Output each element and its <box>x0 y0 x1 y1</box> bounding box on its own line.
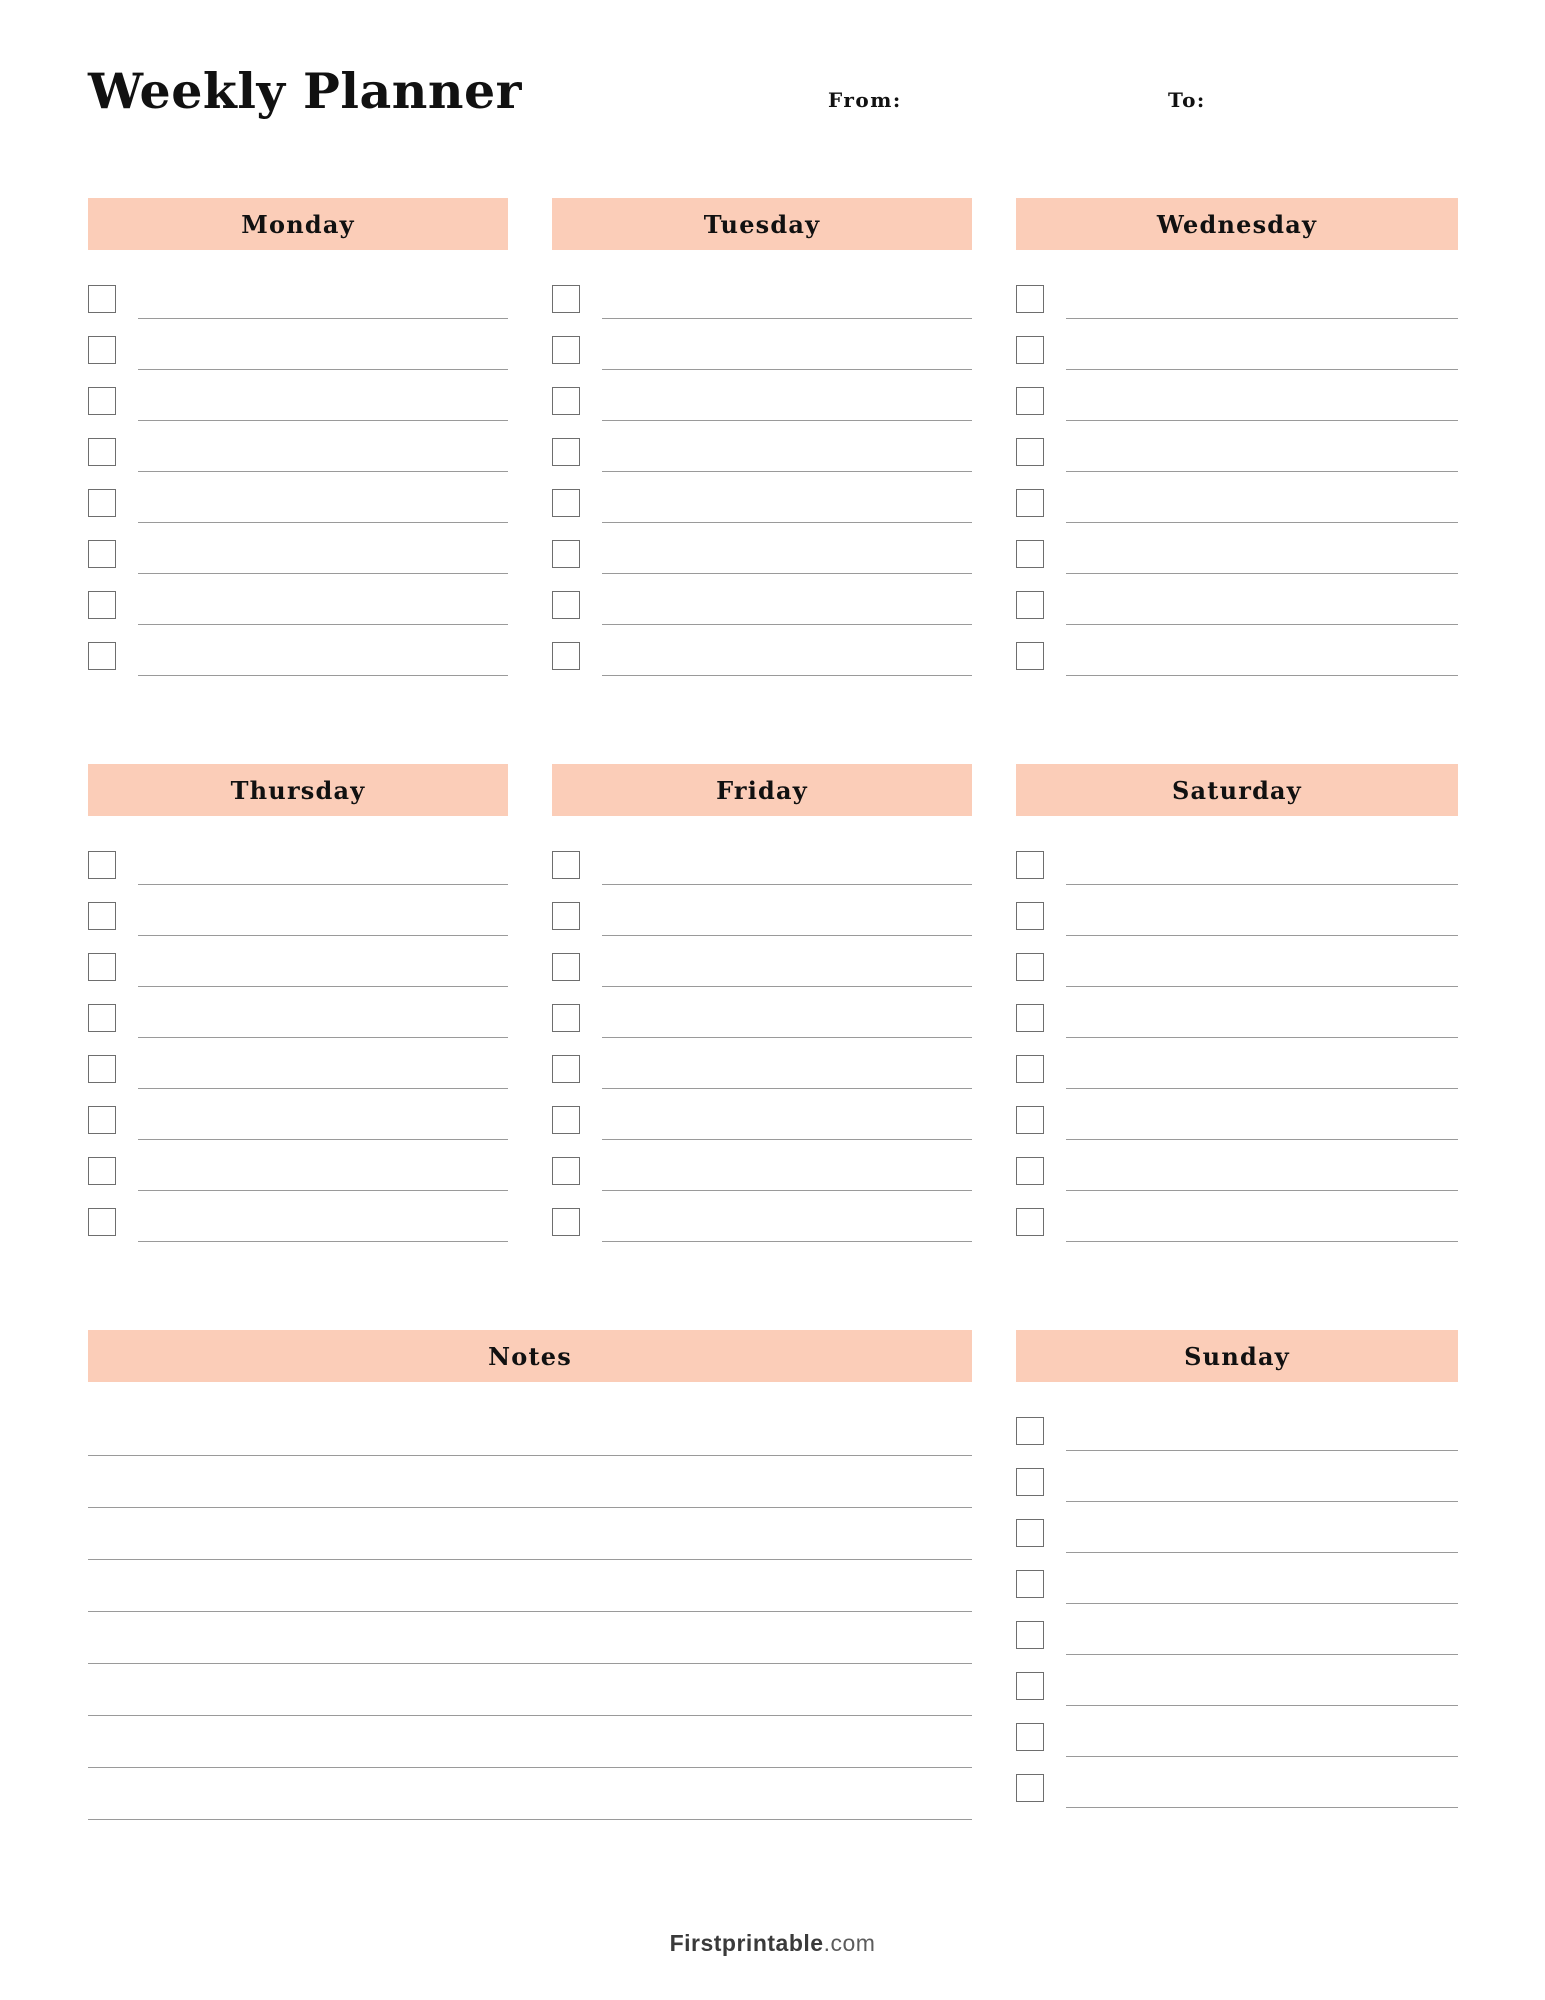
write-line[interactable] <box>1066 1007 1458 1038</box>
checklist-friday <box>552 834 972 1242</box>
checkbox[interactable] <box>88 1106 116 1134</box>
write-line[interactable] <box>1066 1058 1458 1089</box>
checkbox[interactable] <box>552 489 580 517</box>
list-item[interactable] <box>552 1140 972 1191</box>
day-title: Tuesday <box>703 209 821 239</box>
checkbox[interactable] <box>552 438 580 466</box>
footer-branding <box>0 1930 1545 1957</box>
checkbox[interactable] <box>1016 1055 1044 1083</box>
list-item[interactable] <box>88 1089 508 1140</box>
checkbox[interactable] <box>1016 902 1044 930</box>
checklist-sunday <box>1016 1400 1458 1808</box>
write-line[interactable] <box>602 1160 972 1191</box>
write-line[interactable] <box>602 594 972 625</box>
write-line[interactable] <box>138 492 508 523</box>
checkbox[interactable] <box>1016 1417 1044 1445</box>
write-line[interactable] <box>138 956 508 987</box>
write-line[interactable] <box>88 1768 972 1820</box>
write-line[interactable] <box>1066 1573 1458 1604</box>
list-item[interactable] <box>552 523 972 574</box>
checkbox[interactable] <box>88 851 116 879</box>
list-item[interactable] <box>552 1191 972 1242</box>
write-line[interactable] <box>602 543 972 574</box>
day-block-saturday <box>1016 764 1458 1242</box>
checkbox[interactable] <box>552 285 580 313</box>
checkbox[interactable] <box>1016 642 1044 670</box>
write-line[interactable] <box>1066 288 1458 319</box>
write-line[interactable] <box>1066 1109 1458 1140</box>
list-item[interactable] <box>552 370 972 421</box>
list-item[interactable] <box>1016 1400 1458 1451</box>
list-item[interactable] <box>552 885 972 936</box>
day-block-wednesday <box>1016 198 1458 676</box>
write-line[interactable] <box>602 1211 972 1242</box>
checkbox[interactable] <box>552 336 580 364</box>
checkbox[interactable] <box>88 1055 116 1083</box>
write-line[interactable] <box>602 441 972 472</box>
list-item[interactable] <box>1016 834 1458 885</box>
day-header-sunday <box>1016 1330 1458 1382</box>
list-item[interactable] <box>1016 1451 1458 1502</box>
notes-block <box>88 1330 972 1820</box>
list-item[interactable] <box>88 319 508 370</box>
checkbox[interactable] <box>1016 1106 1044 1134</box>
checkbox[interactable] <box>88 953 116 981</box>
list-item[interactable] <box>1016 1038 1458 1089</box>
write-line[interactable] <box>88 1612 972 1664</box>
day-block-sunday <box>1016 1330 1458 1808</box>
notes-header <box>88 1330 972 1382</box>
checkbox[interactable] <box>1016 1157 1044 1185</box>
checkbox[interactable] <box>552 387 580 415</box>
checkbox[interactable] <box>552 642 580 670</box>
list-item[interactable] <box>552 987 972 1038</box>
list-item[interactable] <box>552 574 972 625</box>
checkbox[interactable] <box>1016 1468 1044 1496</box>
write-line[interactable] <box>88 1664 972 1716</box>
checkbox[interactable] <box>88 438 116 466</box>
checkbox[interactable] <box>88 540 116 568</box>
brand-name: Firstprintable <box>669 1930 824 1956</box>
list-item[interactable] <box>552 936 972 987</box>
checkbox[interactable] <box>552 953 580 981</box>
checkbox[interactable] <box>1016 336 1044 364</box>
write-line[interactable] <box>1066 1471 1458 1502</box>
day-block-friday <box>552 764 972 1242</box>
day-block-monday <box>88 198 508 676</box>
write-line[interactable] <box>1066 854 1458 885</box>
list-item[interactable] <box>552 625 972 676</box>
write-line[interactable] <box>602 339 972 370</box>
write-line[interactable] <box>602 1058 972 1089</box>
write-line[interactable] <box>138 1109 508 1140</box>
list-item[interactable] <box>88 1140 508 1191</box>
write-line[interactable] <box>1066 1726 1458 1757</box>
write-line[interactable] <box>138 339 508 370</box>
write-line[interactable] <box>138 288 508 319</box>
checkbox[interactable] <box>1016 851 1044 879</box>
checkbox[interactable] <box>88 902 116 930</box>
checkbox[interactable] <box>88 285 116 313</box>
checkbox[interactable] <box>1016 953 1044 981</box>
checklist-thursday <box>88 834 508 1242</box>
list-item[interactable] <box>552 421 972 472</box>
list-item[interactable] <box>1016 1553 1458 1604</box>
checkbox[interactable] <box>1016 1570 1044 1598</box>
checkbox[interactable] <box>552 1004 580 1032</box>
list-item[interactable] <box>1016 319 1458 370</box>
write-line[interactable] <box>138 1007 508 1038</box>
to-label: To: <box>1168 88 1206 112</box>
list-item[interactable] <box>1016 1140 1458 1191</box>
write-line[interactable] <box>138 854 508 885</box>
list-item[interactable] <box>552 319 972 370</box>
checkbox[interactable] <box>1016 387 1044 415</box>
day-title: Sunday <box>1184 1341 1290 1371</box>
list-item[interactable] <box>1016 574 1458 625</box>
day-title: Wednesday <box>1156 209 1318 239</box>
write-line[interactable] <box>1066 1420 1458 1451</box>
write-line[interactable] <box>138 1160 508 1191</box>
brand-suffix: .com <box>823 1930 876 1956</box>
list-item[interactable] <box>1016 1655 1458 1706</box>
list-item[interactable] <box>1016 268 1458 319</box>
write-line[interactable] <box>602 492 972 523</box>
write-line[interactable] <box>88 1716 972 1768</box>
checkbox[interactable] <box>1016 1519 1044 1547</box>
checkbox[interactable] <box>88 591 116 619</box>
day-header-saturday <box>1016 764 1458 816</box>
checkbox[interactable] <box>1016 1208 1044 1236</box>
write-line[interactable] <box>1066 441 1458 472</box>
checkbox[interactable] <box>1016 438 1044 466</box>
day-header-wednesday <box>1016 198 1458 250</box>
checkbox[interactable] <box>88 387 116 415</box>
write-line[interactable] <box>1066 339 1458 370</box>
checkbox[interactable] <box>552 1157 580 1185</box>
list-item[interactable] <box>1016 1502 1458 1553</box>
checkbox[interactable] <box>88 642 116 670</box>
day-header-monday <box>88 198 508 250</box>
write-line[interactable] <box>1066 1624 1458 1655</box>
list-item[interactable] <box>88 523 508 574</box>
write-line[interactable] <box>138 594 508 625</box>
day-block-thursday <box>88 764 508 1242</box>
list-item[interactable] <box>1016 523 1458 574</box>
write-line[interactable] <box>602 288 972 319</box>
write-line[interactable] <box>602 854 972 885</box>
write-line[interactable] <box>1066 390 1458 421</box>
checkbox[interactable] <box>1016 1004 1044 1032</box>
checkbox[interactable] <box>1016 540 1044 568</box>
day-title: Friday <box>716 775 808 805</box>
day-header-tuesday <box>552 198 972 250</box>
list-item[interactable] <box>552 1089 972 1140</box>
write-line[interactable] <box>1066 1777 1458 1808</box>
write-line[interactable] <box>88 1508 972 1560</box>
day-block-tuesday <box>552 198 972 676</box>
checkbox[interactable] <box>88 336 116 364</box>
list-item[interactable] <box>552 834 972 885</box>
list-item[interactable] <box>88 574 508 625</box>
write-line[interactable] <box>138 543 508 574</box>
list-item[interactable] <box>88 1038 508 1089</box>
write-line[interactable] <box>1066 905 1458 936</box>
checkbox[interactable] <box>552 851 580 879</box>
list-item[interactable] <box>88 987 508 1038</box>
checkbox[interactable] <box>1016 1774 1044 1802</box>
list-item[interactable] <box>1016 936 1458 987</box>
list-item[interactable] <box>1016 885 1458 936</box>
write-line[interactable] <box>138 390 508 421</box>
list-item[interactable] <box>88 421 508 472</box>
write-line[interactable] <box>138 645 508 676</box>
checkbox[interactable] <box>1016 489 1044 517</box>
write-line[interactable] <box>602 390 972 421</box>
checkbox[interactable] <box>88 489 116 517</box>
list-item[interactable] <box>552 268 972 319</box>
checkbox[interactable] <box>88 1157 116 1185</box>
from-label: From: <box>828 88 902 112</box>
notes-lines <box>88 1404 972 1820</box>
write-line[interactable] <box>602 645 972 676</box>
write-line[interactable] <box>1066 492 1458 523</box>
checklist-saturday <box>1016 834 1458 1242</box>
write-line[interactable] <box>602 956 972 987</box>
checklist-wednesday <box>1016 268 1458 676</box>
list-item[interactable] <box>1016 987 1458 1038</box>
write-line[interactable] <box>1066 1675 1458 1706</box>
checkbox[interactable] <box>552 1055 580 1083</box>
write-line[interactable] <box>602 1007 972 1038</box>
write-line[interactable] <box>1066 645 1458 676</box>
list-item[interactable] <box>552 1038 972 1089</box>
list-item[interactable] <box>88 268 508 319</box>
write-line[interactable] <box>1066 594 1458 625</box>
checkbox[interactable] <box>552 1208 580 1236</box>
checkbox[interactable] <box>1016 591 1044 619</box>
list-item[interactable] <box>88 936 508 987</box>
page-title: Weekly Planner <box>88 62 522 120</box>
list-item[interactable] <box>88 1191 508 1242</box>
write-line[interactable] <box>1066 1522 1458 1553</box>
write-line[interactable] <box>1066 543 1458 574</box>
checklist-monday <box>88 268 508 676</box>
write-line[interactable] <box>602 1109 972 1140</box>
list-item[interactable] <box>88 472 508 523</box>
day-header-friday <box>552 764 972 816</box>
list-item[interactable] <box>88 625 508 676</box>
list-item[interactable] <box>88 834 508 885</box>
checkbox[interactable] <box>1016 1723 1044 1751</box>
checkbox[interactable] <box>552 591 580 619</box>
write-line[interactable] <box>88 1456 972 1508</box>
checkbox[interactable] <box>1016 1621 1044 1649</box>
day-title: Thursday <box>230 775 366 805</box>
list-item[interactable] <box>1016 1604 1458 1655</box>
write-line[interactable] <box>138 1211 508 1242</box>
write-line[interactable] <box>88 1404 972 1456</box>
list-item[interactable] <box>1016 1706 1458 1757</box>
list-item[interactable] <box>1016 1191 1458 1242</box>
checkbox[interactable] <box>552 1106 580 1134</box>
checklist-tuesday <box>552 268 972 676</box>
write-line[interactable] <box>1066 956 1458 987</box>
list-item[interactable] <box>88 370 508 421</box>
list-item[interactable] <box>552 472 972 523</box>
list-item[interactable] <box>1016 1089 1458 1140</box>
checkbox[interactable] <box>1016 285 1044 313</box>
write-line[interactable] <box>138 905 508 936</box>
list-item[interactable] <box>1016 421 1458 472</box>
checkbox[interactable] <box>552 902 580 930</box>
list-item[interactable] <box>1016 1757 1458 1808</box>
write-line[interactable] <box>602 905 972 936</box>
write-line[interactable] <box>1066 1160 1458 1191</box>
list-item[interactable] <box>88 885 508 936</box>
write-line[interactable] <box>1066 1211 1458 1242</box>
checkbox[interactable] <box>552 540 580 568</box>
notes-title: Notes <box>488 1341 572 1371</box>
write-line[interactable] <box>138 1058 508 1089</box>
list-item[interactable] <box>1016 370 1458 421</box>
day-header-thursday <box>88 764 508 816</box>
write-line[interactable] <box>88 1560 972 1612</box>
checkbox[interactable] <box>88 1004 116 1032</box>
list-item[interactable] <box>1016 472 1458 523</box>
write-line[interactable] <box>138 441 508 472</box>
page-header <box>88 62 1458 132</box>
day-title: Monday <box>241 209 355 239</box>
checkbox[interactable] <box>88 1208 116 1236</box>
list-item[interactable] <box>1016 625 1458 676</box>
day-title: Saturday <box>1172 775 1302 805</box>
checkbox[interactable] <box>1016 1672 1044 1700</box>
